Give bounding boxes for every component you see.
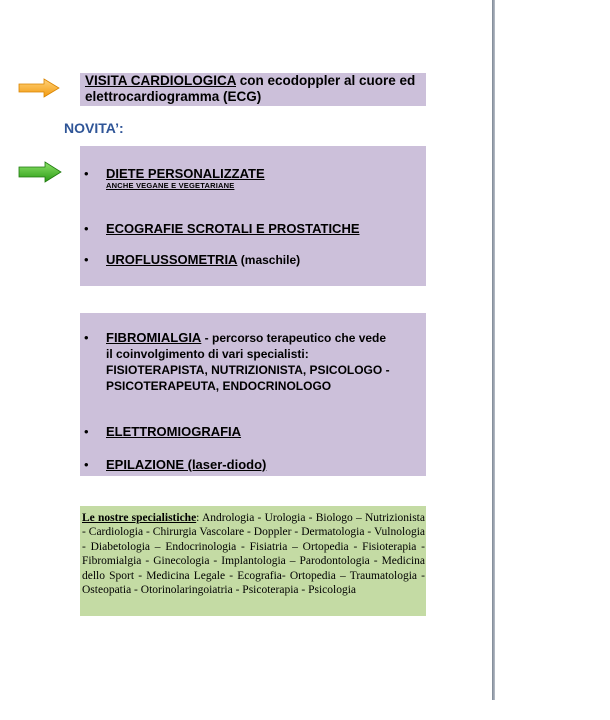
bullet: • [84,166,89,181]
list-item [84,424,418,439]
specialties-box [80,506,426,616]
service-note: - percorso terapeutico che vede il coinvolgimento di vari specialisti: FISIOTERAPISTA, NUTRIZIONISTA, PSICOLOGO - PSICOTERAPEUTA, ENDOCRINOLOGO [106,331,390,393]
green-arrow-icon [18,161,62,183]
orange-arrow-icon [18,78,60,98]
list-item [84,252,418,268]
page-edge-rule [492,0,495,700]
specialties-list: : Andrologia - Urologia - Biologo – Nutrizionista - Cardiologia - Chirurgia Vascolare - Doppler - Dermatologia - Vulnologia - Diabetologia – Endocrinologia - Fisiatria – Ortopedia - Fisioterapia - Fibromialgia - Ginecologia - Implantologia – Parodontologia - Medicina dello Sport - Medicina Legale - Ecografia- Ortopedia – Traumatologia - Osteopatia - Otorinolaringoiatria - Psicoterapia - Psicologia [82,512,425,597]
other-services-box [80,313,426,476]
service-name: FIBROMIALGIA [106,330,202,345]
service-name: ELETTROMIOGRAFIA [106,424,242,439]
novita-heading: NOVITA’: [64,120,124,136]
list-item [84,166,418,190]
specialties-title: Le nostre specialistiche [82,512,197,524]
service-note: (maschile) [237,253,301,267]
bullet: • [84,252,89,267]
visit-description: con ecodoppler al cuore ed elettrocardiogramma (ECG) [85,73,416,104]
bullet: • [84,424,89,439]
list-item [84,330,396,394]
bullet: • [84,457,89,472]
visit-title: VISITA CARDIOLOGICA [85,73,236,88]
service-name: DIETE PERSONALIZZATE [106,166,265,181]
list-item [84,221,418,236]
service-sub: ANCHE VEGANE E VEGETARIANE [106,181,235,190]
service-name: UROFLUSSOMETRIA [106,252,238,267]
list-item [84,457,418,472]
cardiology-visit-box [80,73,426,106]
bullet: • [84,221,89,236]
service-name: ECOGRAFIE SCROTALI E PROSTATICHE [106,221,360,236]
new-services-box [80,146,426,286]
bullet: • [84,330,89,345]
service-name: EPILAZIONE (laser-diodo) [106,457,267,472]
